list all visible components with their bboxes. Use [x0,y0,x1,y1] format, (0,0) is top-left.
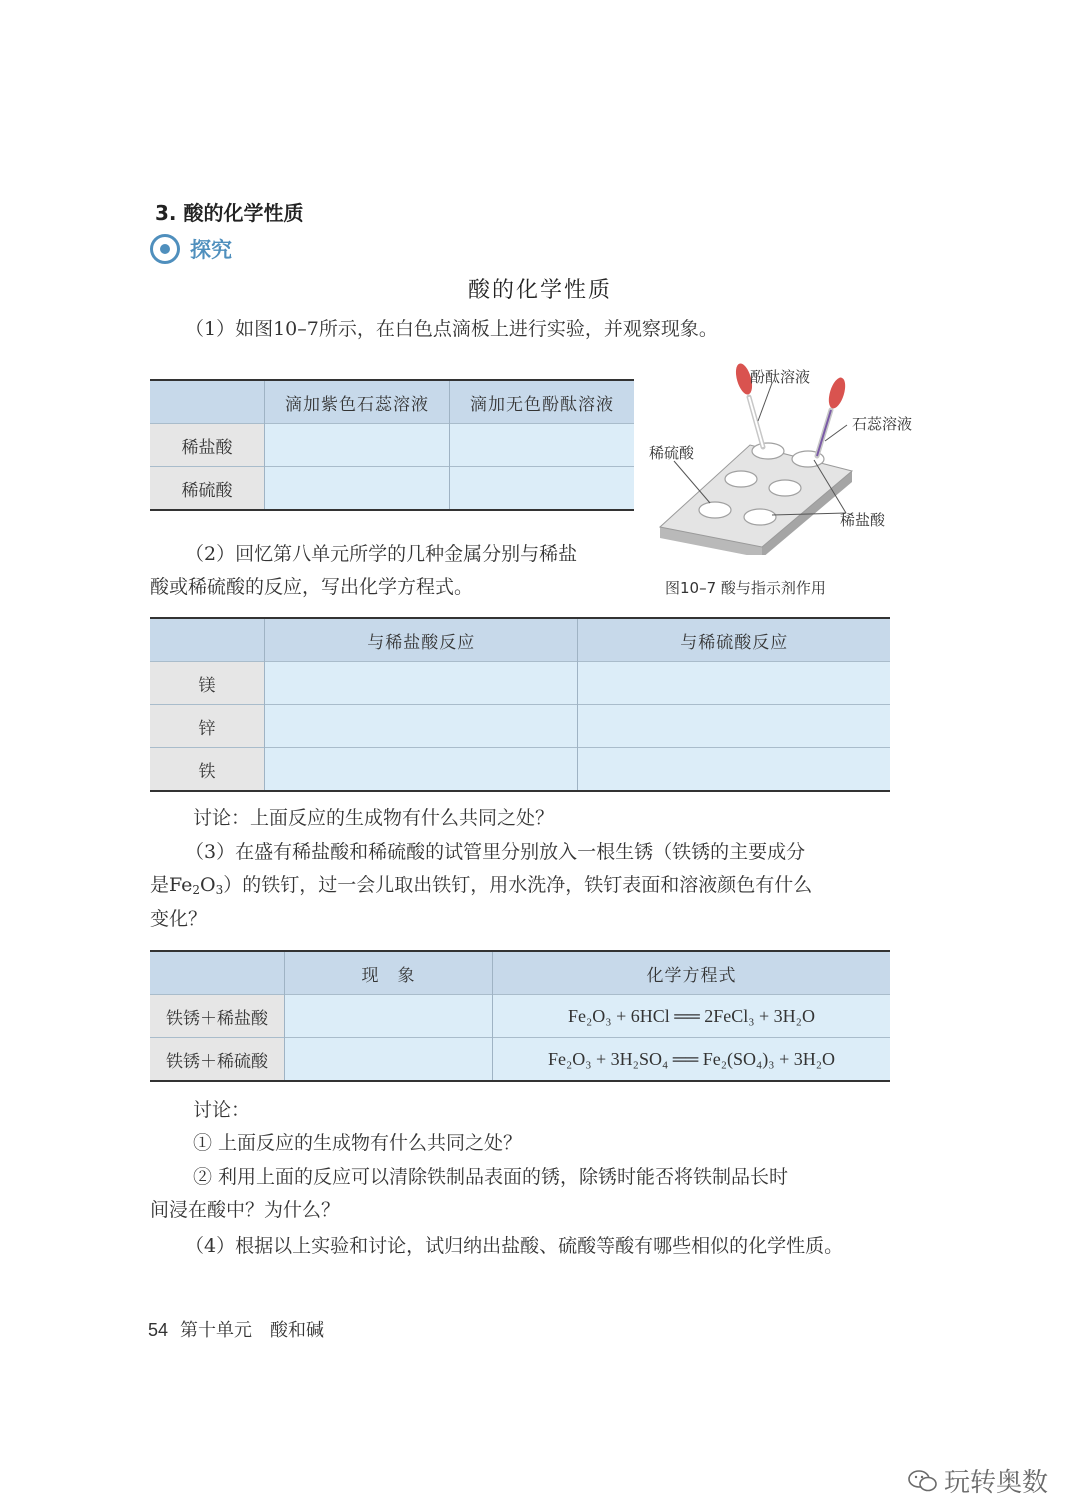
row-label-h2so4: 稀硫酸 [150,467,265,511]
discussion-2-q2-line2: 间浸在酸中？为什么？ [150,1199,341,1221]
step-3-line1: （3）在盛有稀盐酸和稀硫酸的试管里分别放入一根生锈（铁锈的主要成分 [185,841,806,863]
well [725,471,757,487]
table-row [150,748,890,792]
table-row [150,705,890,748]
discussion-1: 讨论：上面反应的生成物有什么共同之处？ [193,807,555,829]
row-label-hcl: 稀盐酸 [150,424,265,467]
step-3-line2-pre: 是Fe [150,874,193,896]
wechat-icon [908,1469,938,1493]
answer-cell[interactable] [578,662,890,705]
rust-reaction-table [150,950,890,1082]
step-3-line2-post: ）的铁钉，过一会儿取出铁钉，用水洗净，铁钉表面和溶液颜色有什么 [223,874,813,896]
table2-header-h2so4: 与稀硫酸反应 [578,618,890,662]
row-label-rust-hcl: 铁锈＋稀盐酸 [150,995,285,1038]
table3-header-equation: 化学方程式 [493,951,891,995]
equation-h2so4: Fe₂O₃ + 3H₂SO₄ ══ Fe₂(SO₄)₃ + 3H₂O [493,1038,891,1082]
badge-label: 探究 [190,238,232,262]
label-litmus: 石蕊溶液 [852,415,913,433]
answer-cell[interactable] [285,995,493,1038]
answer-cell[interactable] [578,705,890,748]
explore-badge [150,234,232,264]
step-1-text: （1）如图10–7所示，在白色点滴板上进行实验，并观察现象。 [185,318,718,340]
answer-cell[interactable] [265,748,578,792]
table-row [150,467,634,511]
table-row [150,995,890,1038]
answer-cell[interactable] [265,662,578,705]
step-3-line3: 变化？ [150,908,208,930]
row-label-iron: 铁 [150,748,265,792]
answer-cell[interactable] [265,705,578,748]
step-2-line1: （2）回忆第八单元所学的几种金属分别与稀盐 [185,543,578,565]
answer-cell[interactable] [450,467,634,511]
well [699,502,731,518]
answer-cell[interactable] [578,748,890,792]
step-2-line2: 酸或稀硫酸的反应，写出化学方程式。 [150,576,474,598]
step-4-text: （4）根据以上实验和讨论，试归纳出盐酸、硫酸等酸有哪些相似的化学性质。 [185,1235,844,1257]
discussion-2-q2-line1: ② 利用上面的反应可以清除铁制品表面的锈，除锈时能否将铁制品长时 [193,1166,789,1188]
section-title: 3. 酸的化学性质 [155,201,304,225]
watermark-text: 玩转奥数 [943,1468,1048,1498]
table2-header-empty [150,618,265,662]
discussion-2-label: 讨论： [193,1099,251,1121]
table-row [150,424,634,467]
well [752,443,784,459]
table1-header-litmus: 滴加紫色石蕊溶液 [265,380,450,424]
unit-title: 第十单元 酸和碱 [180,1320,325,1341]
page-number: 54 [148,1320,169,1340]
table3-header-phenomenon: 现 象 [285,951,493,995]
table-row [150,1038,890,1082]
target-icon [150,234,180,264]
well [769,480,801,496]
dropper-litmus-icon [817,376,848,456]
row-label-rust-h2so4: 铁锈＋稀硫酸 [150,1038,285,1082]
indicator-table [150,379,634,511]
label-hcl: 稀盐酸 [840,511,886,529]
activity-title: 酸的化学性质 [467,278,612,303]
page-footer [148,1316,324,1342]
answer-cell[interactable] [265,467,450,511]
table3-header-empty [150,951,285,995]
table1-header-phenolphthalein: 滴加无色酚酞溶液 [450,380,634,424]
label-phenolphthalein: 酚酞溶液 [750,368,811,386]
table2-header-hcl: 与稀盐酸反应 [265,618,578,662]
metal-reaction-table [150,617,890,792]
answer-cell[interactable] [285,1038,493,1082]
table-row [150,662,890,705]
row-label-zinc: 锌 [150,705,265,748]
spot-plate-figure [640,355,930,555]
step-3-line2: 是$Fe_2O_3$）的铁钉，过一会儿取出铁钉，用水洗净，铁钉表面和溶液颜色有什么 [150,874,813,897]
answer-cell[interactable] [265,424,450,467]
figure-caption: 图10–7 酸与指示剂作用 [665,579,826,597]
answer-cell[interactable] [450,424,634,467]
label-h2so4: 稀硫酸 [649,444,695,462]
discussion-2-q1: ① 上面反应的生成物有什么共同之处？ [193,1132,523,1154]
table1-header-empty [150,380,265,424]
row-label-magnesium: 镁 [150,662,265,705]
watermark [908,1462,1048,1499]
well [744,509,776,525]
equation-hcl: Fe₂O₃ + 6HCl ══ 2FeCl₃ + 3H₂O [493,995,891,1038]
